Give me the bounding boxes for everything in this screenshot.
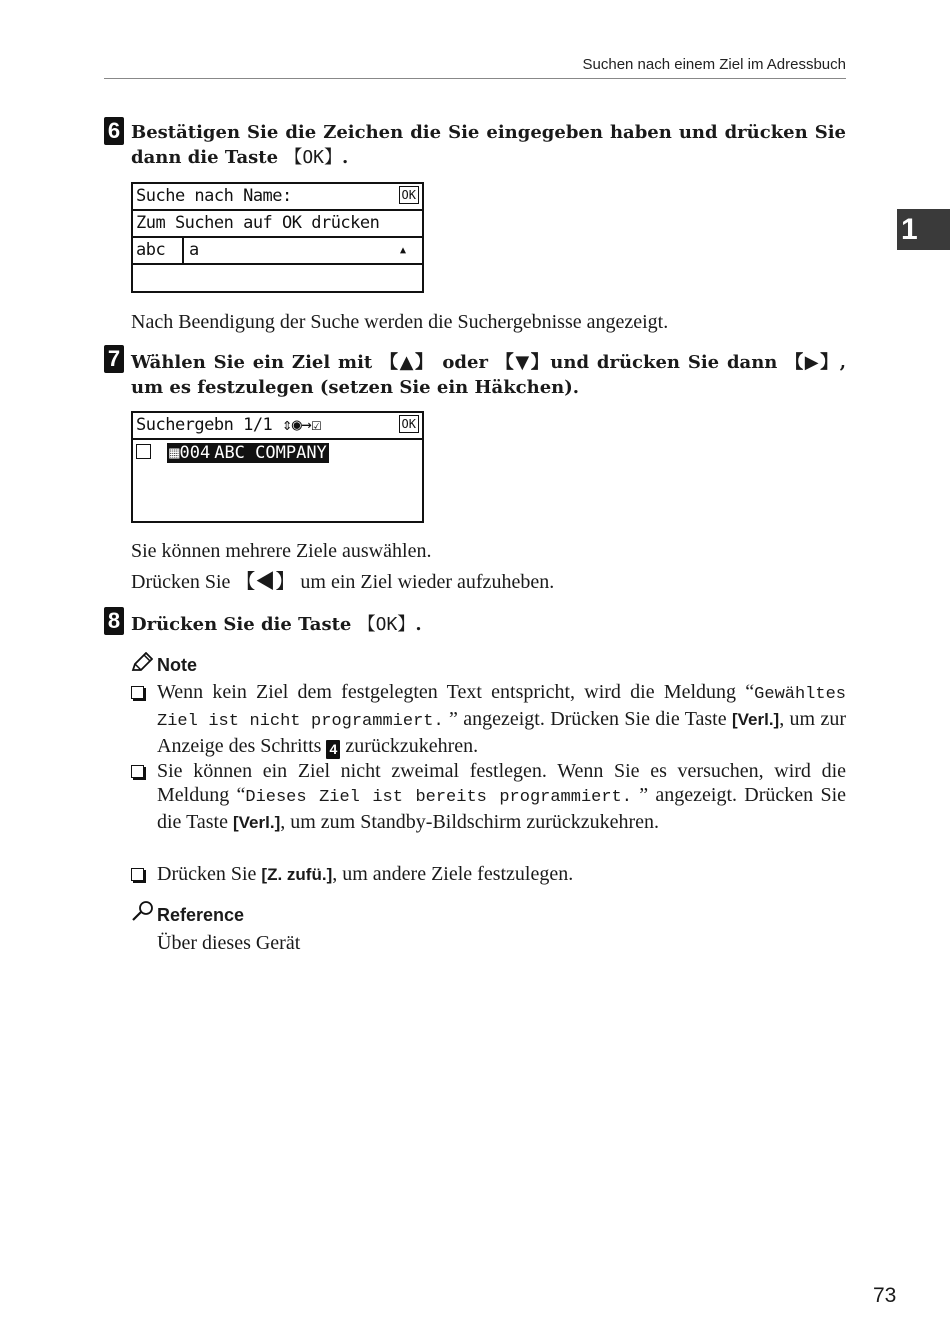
lcd1-ok-softkey[interactable]: OK — [399, 186, 419, 204]
step-6-text — [131, 120, 846, 170]
step-8-suffix: . — [415, 614, 422, 635]
lcd-search-by-name — [131, 182, 424, 293]
running-header: Suchen nach einem Ziel im Adressbuch — [582, 56, 846, 73]
step-6-suffix: . — [342, 147, 349, 168]
z-zufu-key-label: [Z. zufü.] — [261, 865, 333, 884]
note-1-text-b: ” angezeigt. Drücken Sie die Taste — [443, 708, 732, 730]
step-7-badge: 7 — [104, 345, 124, 373]
ok-key-label: 【OK】 — [357, 614, 416, 635]
lcd1-input-row — [133, 238, 422, 265]
lcd1-message: Zum Suchen auf OK drücken — [136, 213, 380, 233]
search-complete-text: Nach Beendigung der Suche werden die Suchergebnisse angezeigt. — [131, 311, 669, 333]
verl-key-label: [Verl.] — [233, 813, 281, 832]
cursor-icon: ▲ — [399, 245, 406, 256]
bullet-box-icon — [131, 765, 144, 778]
result-checkbox[interactable] — [136, 444, 151, 459]
note-2-text-a: Sie können ein Ziel nicht zweimal festlegen. Wenn Sie es versuchen, wird die Meldung “ — [157, 760, 846, 806]
header-divider — [104, 78, 846, 79]
page-number: 73 — [873, 1284, 897, 1307]
bullet-box-icon — [131, 868, 144, 881]
lcd1-message-row — [133, 211, 422, 238]
bullet-box-icon — [131, 686, 144, 699]
lcd-search-results — [131, 411, 424, 523]
step-8-badge: 8 — [104, 607, 124, 635]
deselect-text: Drücken Sie 【◀】 um ein Ziel wieder aufzuheben. — [131, 571, 555, 593]
step-7-text: Wählen Sie ein Ziel mit 【▲】 oder 【▼】und drücken Sie dann 【▶】, um es festzulegen (setzen Sie ein Häkchen). — [131, 352, 846, 398]
step-6-badge: 6 — [104, 117, 124, 145]
fax-entry-icon: ▦004 — [169, 443, 211, 463]
lcd2-ok-softkey[interactable]: OK — [399, 415, 419, 433]
note-1-text-d: zurückzukehren. — [340, 735, 479, 757]
multi-select-text: Sie können mehrere Ziele auswählen. — [131, 540, 432, 562]
lcd2-title: Suchergebn 1/1 ⇕◉→☑ — [136, 415, 321, 435]
reference-heading: Reference — [157, 905, 245, 925]
note-2-text-b: ” angezeigt. Drücken Sie die Taste — [157, 784, 846, 833]
note-2-message: Dieses Ziel ist bereits programmiert. — [245, 788, 632, 807]
chapter-tab: 1 — [897, 209, 950, 250]
step-8-text — [131, 612, 846, 637]
note-1-text-c: , um zur Anzeige des Schritts — [157, 708, 846, 757]
lcd2-result-row[interactable] — [136, 443, 329, 463]
step-reference-badge: 4 — [326, 740, 340, 759]
lcd2-title-row — [133, 413, 422, 440]
note-heading: Note — [157, 655, 197, 675]
ok-key-label: 【OK】 — [284, 147, 343, 168]
lcd1-title: Suche nach Name: — [136, 186, 292, 206]
note-2-text-c: , um zum Standby-Bildschirm zurückzukehren. — [280, 811, 660, 833]
step-6-text-prefix: Bestätigen Sie die Zeichen die Sie eingegeben haben und drücken Sie dann die Taste — [131, 122, 846, 168]
note-item-1 — [131, 680, 846, 757]
note-1-message: Gewähltes Ziel ist nicht programmiert. — [157, 685, 846, 731]
note-item-2 — [131, 759, 846, 855]
note-1-text-a: Wenn kein Ziel dem festgelegten Text entspricht, wird die Meldung “ — [157, 681, 755, 703]
magnifier-icon — [131, 900, 155, 926]
note-item-3 — [131, 862, 846, 888]
pencil-icon — [131, 652, 153, 676]
verl-key-label: [Verl.] — [731, 710, 780, 729]
note-3-text-a: Drücken Sie — [157, 863, 262, 885]
note-3-text-b: , um andere Ziele festzulegen. — [332, 863, 574, 885]
result-name: ABC COMPANY — [214, 443, 327, 463]
reference-link[interactable]: Über dieses Gerät — [157, 932, 301, 954]
lcd1-title-row — [133, 184, 422, 211]
step-8-text-prefix: Drücken Sie die Taste — [131, 614, 358, 635]
lcd1-input-field[interactable]: a — [189, 240, 199, 260]
lcd1-input-mode: abc — [136, 240, 166, 260]
lcd1-divider — [182, 238, 184, 263]
